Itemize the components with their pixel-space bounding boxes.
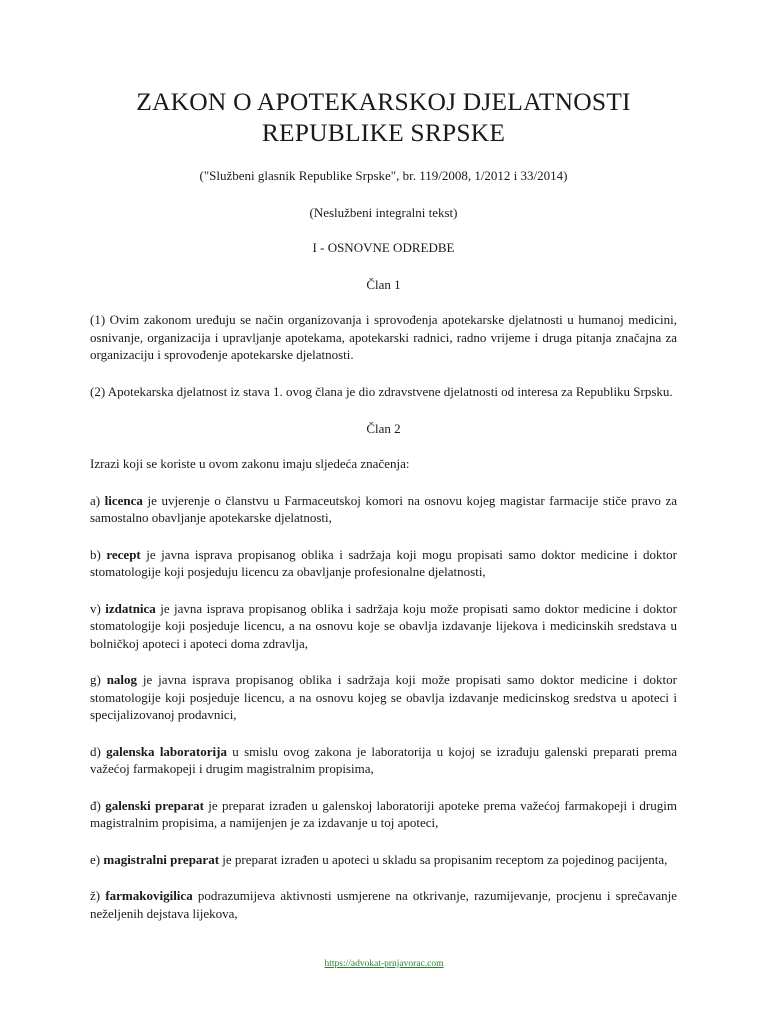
definition-item (90, 546, 677, 581)
article-1-paragraph-2: (2) Apotekarska djelatnost iz stava 1. ovog člana je dio zdravstvene djelatnosti od interesa za Republiku Srpsku. (90, 383, 673, 399)
definition-prefix: a) (90, 492, 105, 508)
definition-item (90, 492, 677, 527)
definition-item (90, 887, 677, 922)
article-1-paragraph-1: (1) Ovim zakonom uređuju se način organizovanja i sprovođenja apotekarske djelatnosti u humanoj medicini, osnivanje, organizacija i upravljanje apotekama, apotekarski radnici, radno vrijeme i druga pitanja značajna za organizaciju i sprovođenje apotekarske djelatnosti. (90, 312, 677, 362)
definition-prefix: đ) (90, 797, 106, 813)
article-2-intro: Izrazi koji se koriste u ovom zakonu imaju sljedeća značenja: (90, 456, 410, 471)
definition-text: u smislu ovog zakona je laboratorija u kojoj se izrađuju galenski preparati prema važećoj farmakopeji i drugim magistralnim propisima, (90, 743, 677, 776)
gazette-reference: ("Službeni glasnik Republike Srpske", br. 119/2008, 1/2012 i 33/2014) (199, 168, 568, 183)
definition-prefix: b) (90, 546, 107, 562)
definition-term: recept (106, 546, 141, 562)
definition-term: farmakovigilica (105, 888, 193, 903)
definition-prefix: v) (90, 600, 106, 616)
definition-item (90, 600, 677, 653)
definition-prefix: g) (90, 672, 107, 687)
definition-prefix: d) (90, 743, 107, 759)
definition-term: nalog (106, 672, 138, 687)
definition-text: je preparat izrađen u galenskoj laboratoriji apoteke prema važećoj farmakopeji i drugim magistralnim propisima, a namijenjen je za izdavanje u toj apoteci, (90, 797, 677, 830)
page-footer (0, 958, 768, 970)
definitions-list (90, 492, 677, 923)
footer-website-link[interactable]: https://advokat-prnjavorac.com (324, 959, 444, 969)
document-title (90, 86, 677, 148)
definition-text: je javna isprava propisanog oblika i sadržaja koju može propisati samo doktor medicine i doktor stomatologije koji posjeduje licencu, a na osnovu koje se obavlja izdavanje lijekova i medicinskih sredstava u bolničkoj apoteci i apoteci doma zdravlja, (90, 600, 677, 651)
definition-item (90, 851, 677, 869)
definition-text: podrazumijeva aktivnosti usmjerene na otkrivanje, razumijevanje, procjenu i sprečavanje neželjenih dejstava lijekova, (90, 888, 677, 921)
definition-text: je uvjerenje o članstvu u Farmaceutskoj komori na osnovu kojeg magistar farmacije stiče pravo za samostalno obavljanje apotekarske djelatnosti, (90, 492, 677, 525)
document-page (90, 86, 677, 922)
definition-text: je javna isprava propisanog oblika i sadržaja koji može propisati samo doktor medicine i doktor stomatologije koji posjeduje licencu, a na osnovu kojeg se obavlja izdavanje medicinskog sredstva u apoteci i specijalizovanoj prodavnici, (90, 672, 677, 722)
definition-text: je javna isprava propisanog oblika i sadržaja koji mogu propisati samo doktor medicine i doktor stomatologije koji posjeduju licencu za obavljanje profesionalne djelatnosti, (90, 546, 677, 579)
definition-item (90, 743, 677, 778)
definition-prefix: e) (90, 851, 104, 867)
article-2-heading: Član 2 (366, 421, 401, 436)
article-1-heading: Član 1 (366, 277, 401, 292)
definition-item (90, 797, 677, 832)
definition-term: magistralni preparat (103, 851, 220, 867)
definition-term: licenca (104, 492, 143, 508)
unofficial-text-note: (Neslužbeni integralni tekst) (309, 205, 458, 220)
definition-text: je preparat izrađen u apoteci u skladu sa propisanim receptom za pojedinog pacijenta, (219, 851, 668, 867)
definition-term: izdatnica (105, 600, 156, 616)
definition-term: galenska laboratorija (106, 743, 227, 759)
title-line-1: ZAKON O APOTEKARSKOJ DJELATNOSTI (136, 87, 631, 116)
definition-prefix: ž) (90, 888, 106, 903)
definition-item (90, 671, 677, 724)
section-heading: I - OSNOVNE ODREDBE (312, 240, 455, 255)
title-line-2: REPUBLIKE SRPSKE (261, 118, 506, 147)
definition-term: galenski preparat (105, 797, 204, 813)
